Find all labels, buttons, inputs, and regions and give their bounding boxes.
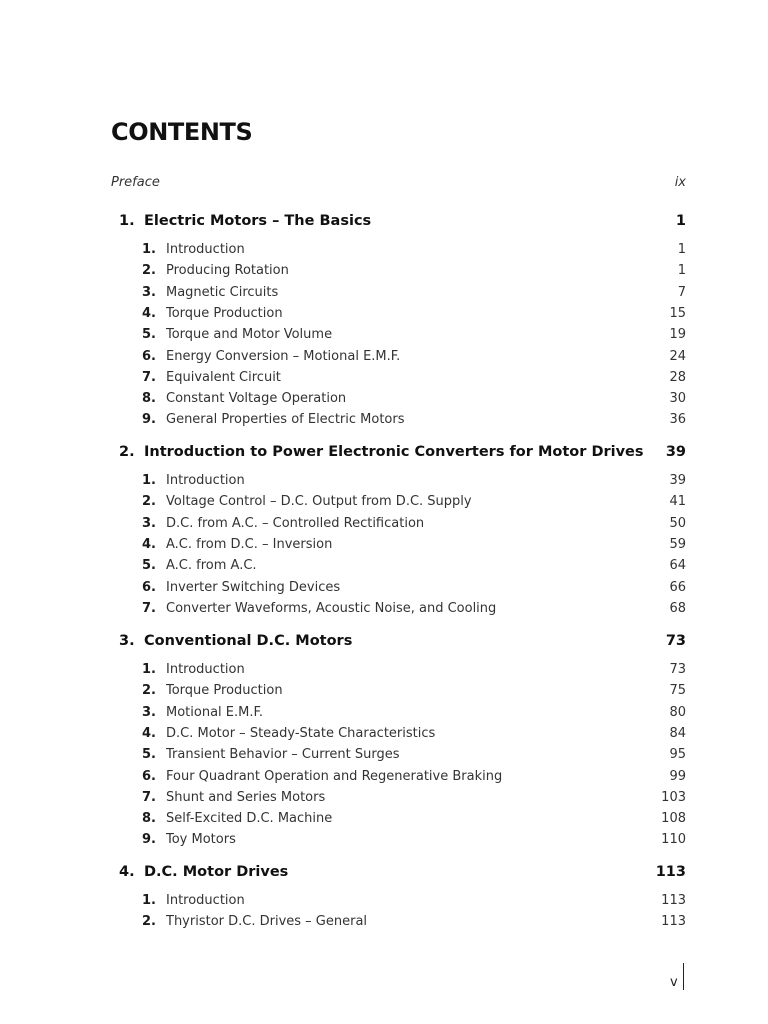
section-number: 4. bbox=[142, 725, 156, 741]
section-number: 5. bbox=[142, 558, 156, 574]
section-page: 113 bbox=[661, 914, 686, 930]
preface-page: ix bbox=[674, 175, 686, 190]
section-entry[interactable] bbox=[142, 473, 686, 493]
section-number: 2. bbox=[142, 494, 156, 510]
section-entry[interactable] bbox=[142, 263, 686, 283]
section-number: 2. bbox=[142, 683, 156, 699]
section-number: 6. bbox=[142, 348, 156, 364]
section-page: 41 bbox=[669, 494, 686, 510]
section-page: 95 bbox=[669, 747, 686, 763]
section-title: Four Quadrant Operation and Regenerative Braking bbox=[166, 768, 503, 784]
section-title: Magnetic Circuits bbox=[166, 284, 279, 300]
section-title: Torque Production bbox=[166, 683, 283, 699]
section-title: Producing Rotation bbox=[166, 263, 289, 279]
section-entry[interactable] bbox=[142, 811, 686, 831]
section-number: 8. bbox=[142, 811, 156, 827]
section-page: 19 bbox=[669, 327, 686, 343]
section-entry[interactable] bbox=[142, 790, 686, 810]
section-page: 50 bbox=[669, 515, 686, 531]
section-entry[interactable] bbox=[142, 580, 686, 600]
folio-rule-divider bbox=[683, 963, 684, 990]
section-title: Constant Voltage Operation bbox=[166, 391, 347, 407]
section-title: Energy Conversion – Motional E.M.F. bbox=[166, 348, 401, 364]
section-page: 30 bbox=[669, 391, 686, 407]
section-entry[interactable] bbox=[142, 558, 686, 578]
chapter-page: 1 bbox=[675, 213, 686, 229]
section-entry[interactable] bbox=[142, 662, 686, 682]
section-entry[interactable] bbox=[142, 893, 686, 913]
section-page: 1 bbox=[677, 263, 686, 279]
page-title: CONTENTS bbox=[111, 118, 253, 146]
preface-label: Preface bbox=[111, 175, 160, 190]
section-title: Voltage Control – D.C. Output from D.C. Supply bbox=[166, 494, 472, 510]
section-page: 59 bbox=[669, 536, 686, 552]
section-entry[interactable] bbox=[142, 327, 686, 347]
section-entry[interactable] bbox=[142, 349, 686, 369]
chapter-heading[interactable] bbox=[119, 444, 686, 460]
section-title: Torque and Motor Volume bbox=[166, 327, 333, 343]
section-title: General Properties of Electric Motors bbox=[166, 412, 405, 428]
section-number: 9. bbox=[142, 412, 156, 428]
section-number: 5. bbox=[142, 327, 156, 343]
section-entry[interactable] bbox=[142, 412, 686, 432]
section-title: D.C. Motor – Steady-State Characteristics bbox=[166, 725, 436, 741]
section-page: 24 bbox=[669, 348, 686, 364]
section-title: A.C. from A.C. bbox=[166, 558, 257, 574]
section-entry[interactable] bbox=[142, 494, 686, 514]
section-entry[interactable] bbox=[142, 601, 686, 621]
section-number: 6. bbox=[142, 579, 156, 595]
section-number: 8. bbox=[142, 391, 156, 407]
section-number: 7. bbox=[142, 600, 156, 616]
section-page: 64 bbox=[669, 558, 686, 574]
section-entry[interactable] bbox=[142, 832, 686, 852]
section-number: 3. bbox=[142, 284, 156, 300]
section-entry[interactable] bbox=[142, 747, 686, 767]
section-entry[interactable] bbox=[142, 242, 686, 262]
section-title: Toy Motors bbox=[166, 832, 236, 848]
section-entry[interactable] bbox=[142, 370, 686, 390]
section-number: 2. bbox=[142, 914, 156, 930]
section-title: Inverter Switching Devices bbox=[166, 579, 341, 595]
section-number: 2. bbox=[142, 263, 156, 279]
chapter-number: 3. bbox=[119, 633, 135, 649]
section-title: Torque Production bbox=[166, 305, 283, 321]
section-number: 9. bbox=[142, 832, 156, 848]
section-page: 28 bbox=[669, 369, 686, 385]
section-page: 73 bbox=[669, 662, 686, 677]
preface-entry[interactable] bbox=[111, 175, 686, 190]
section-page: 36 bbox=[669, 412, 686, 428]
section-entry[interactable] bbox=[142, 726, 686, 746]
section-number: 6. bbox=[142, 768, 156, 784]
section-page: 15 bbox=[669, 305, 686, 321]
section-page: 39 bbox=[669, 473, 686, 488]
section-title: Introduction bbox=[166, 893, 245, 908]
section-number: 7. bbox=[142, 789, 156, 805]
section-title: Equivalent Circuit bbox=[166, 369, 281, 385]
section-entry[interactable] bbox=[142, 769, 686, 789]
section-page: 68 bbox=[669, 600, 686, 616]
chapter-number: 1. bbox=[119, 213, 135, 229]
section-number: 5. bbox=[142, 747, 156, 763]
chapter-title: Introduction to Power Electronic Converters for Motor Drives bbox=[144, 444, 644, 460]
chapter-page: 39 bbox=[665, 444, 686, 460]
chapter-title: D.C. Motor Drives bbox=[144, 864, 289, 880]
section-number: 7. bbox=[142, 369, 156, 385]
section-page: 108 bbox=[661, 811, 686, 827]
chapter-number: 2. bbox=[119, 444, 135, 460]
section-title: A.C. from D.C. – Inversion bbox=[166, 536, 333, 552]
section-entry[interactable] bbox=[142, 306, 686, 326]
section-title: Transient Behavior – Current Surges bbox=[166, 747, 400, 763]
section-entry[interactable] bbox=[142, 391, 686, 411]
chapter-heading[interactable] bbox=[119, 864, 686, 880]
section-title: Self-Excited D.C. Machine bbox=[166, 811, 333, 827]
section-number: 1. bbox=[142, 242, 156, 257]
section-page: 66 bbox=[669, 579, 686, 595]
section-page: 75 bbox=[669, 683, 686, 699]
section-page: 103 bbox=[661, 789, 686, 805]
section-entry[interactable] bbox=[142, 683, 686, 703]
section-title: Introduction bbox=[166, 473, 245, 488]
section-entry[interactable] bbox=[142, 516, 686, 536]
section-page: 84 bbox=[669, 725, 686, 741]
section-page: 113 bbox=[661, 893, 686, 908]
section-number: 3. bbox=[142, 704, 156, 720]
chapter-page: 113 bbox=[655, 864, 686, 880]
section-entry[interactable] bbox=[142, 537, 686, 557]
section-number: 1. bbox=[142, 893, 156, 908]
chapter-title: Conventional D.C. Motors bbox=[144, 633, 353, 649]
section-number: 1. bbox=[142, 662, 156, 677]
chapter-title: Electric Motors – The Basics bbox=[144, 213, 372, 229]
section-number: 4. bbox=[142, 536, 156, 552]
section-page: 1 bbox=[677, 242, 686, 257]
section-page: 99 bbox=[669, 768, 686, 784]
section-entry[interactable] bbox=[142, 285, 686, 305]
section-title: Introduction bbox=[166, 662, 245, 677]
section-entry[interactable] bbox=[142, 705, 686, 725]
section-page: 110 bbox=[661, 832, 686, 848]
section-number: 3. bbox=[142, 515, 156, 531]
chapter-heading[interactable] bbox=[119, 213, 686, 229]
section-entry[interactable] bbox=[142, 914, 686, 934]
page-number: v bbox=[670, 975, 678, 990]
section-page: 7 bbox=[677, 284, 686, 300]
section-title: Motional E.M.F. bbox=[166, 704, 263, 720]
section-title: D.C. from A.C. – Controlled Rectification bbox=[166, 515, 425, 531]
section-title: Shunt and Series Motors bbox=[166, 789, 326, 805]
section-number: 4. bbox=[142, 305, 156, 321]
chapter-heading[interactable] bbox=[119, 633, 686, 649]
section-page: 80 bbox=[669, 704, 686, 720]
section-title: Converter Waveforms, Acoustic Noise, and Cooling bbox=[166, 600, 497, 616]
chapter-page: 73 bbox=[665, 633, 686, 649]
section-title: Thyristor D.C. Drives – General bbox=[166, 914, 368, 930]
section-title: Introduction bbox=[166, 242, 245, 257]
section-number: 1. bbox=[142, 473, 156, 488]
chapter-number: 4. bbox=[119, 864, 135, 880]
